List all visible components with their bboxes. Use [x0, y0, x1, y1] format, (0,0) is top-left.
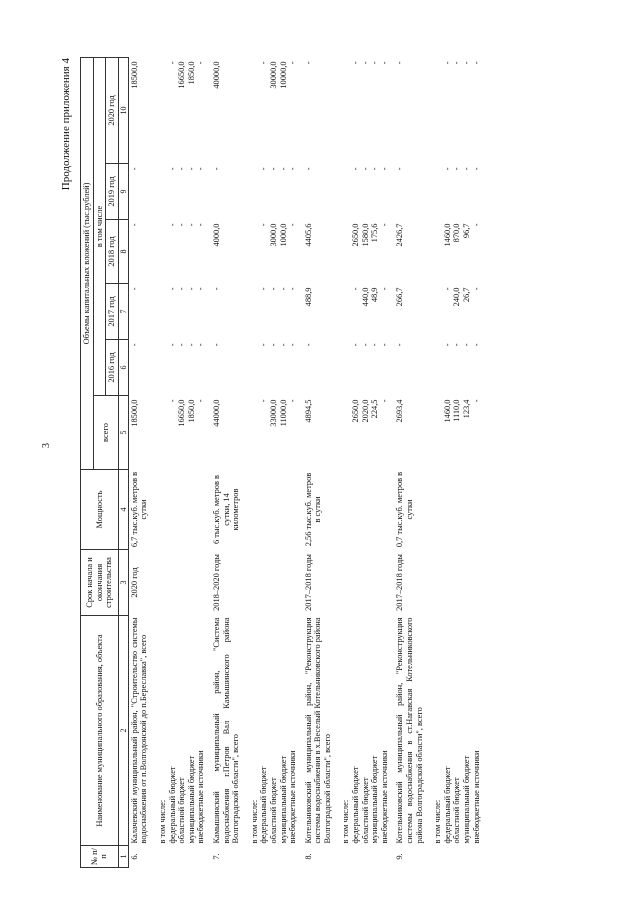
table-row: [303, 57, 334, 867]
object-name: Калачевский муниципальный район, "Строительство системы водоснабжения от п.Волгодонской до п.Береславка", всего: [129, 617, 149, 844]
value-y2018: -: [129, 223, 139, 227]
value-y2020: -: [303, 61, 313, 65]
gap-cell: [482, 616, 486, 846]
sub-value: 1850,0: [186, 399, 196, 423]
sub-value: 2020,0: [360, 399, 370, 423]
funding-label-ext: внебюджетные источники: [288, 750, 298, 844]
sub-value: -: [471, 287, 481, 291]
sub-value: -: [379, 223, 389, 227]
sub-value: -: [442, 61, 452, 65]
header-2018: 2018 год: [106, 220, 119, 284]
sub-value: 1580,0: [360, 223, 370, 247]
sub-value: -: [196, 287, 206, 291]
header-invest: Объемы капитальных вложений (тыс.рублей): [81, 57, 94, 469]
sub-value: -: [177, 167, 187, 171]
value-y2017: 488,9: [303, 287, 313, 307]
incl-label: в том числе:: [341, 799, 351, 844]
sub-value: -: [471, 61, 481, 65]
gap-cell: [482, 470, 486, 550]
sub-value: -: [360, 61, 370, 65]
value-y2018: 4405,6: [303, 223, 313, 247]
sub-value: 870,0: [452, 223, 462, 243]
sub-values-y2016: [242, 340, 299, 396]
sub-values-total: [425, 396, 482, 470]
sub-value: -: [379, 61, 389, 65]
sub-value: -: [259, 167, 269, 171]
sub-value: -: [278, 167, 288, 171]
sub-values-y2020: [150, 57, 207, 163]
empty-cell: [425, 550, 482, 616]
sub-value: -: [259, 223, 269, 227]
col-number: 6: [118, 340, 128, 396]
col-number: 2: [118, 616, 128, 846]
empty-cell: [242, 550, 299, 616]
sub-values-y2020: [242, 57, 299, 163]
value-y2019: -: [395, 167, 405, 171]
page-number: 3: [41, 443, 52, 448]
header-2017: 2017 год: [106, 284, 119, 340]
sub-value: -: [360, 167, 370, 171]
value-y2019: -: [303, 167, 313, 171]
incl-label: в том числе:: [433, 799, 443, 844]
sub-values-y2016: [333, 340, 390, 396]
incl-label: в том числе:: [157, 799, 167, 844]
sub-values-y2017: [242, 284, 299, 340]
gap-cell: [482, 164, 486, 220]
sub-value: -: [167, 61, 177, 65]
sub-value: -: [259, 399, 269, 403]
row-number: 9.: [395, 853, 405, 860]
header-incl: в том числе: [93, 57, 106, 395]
sub-value: -: [442, 287, 452, 291]
sub-value: 33000,0: [268, 399, 278, 427]
sub-value: -: [370, 167, 380, 171]
sub-values-y2019: [333, 164, 390, 220]
sub-value: -: [167, 343, 177, 347]
sub-value: -: [167, 223, 177, 227]
capacity: 6 тыс.куб. метров в сутки, 14 километров: [211, 475, 241, 545]
empty-cell: [242, 470, 299, 550]
sub-value: -: [462, 61, 471, 65]
sub-value: -: [288, 399, 298, 403]
sub-value: -: [471, 399, 481, 403]
sub-value: 3000,0: [268, 223, 278, 247]
col-number: 8: [118, 220, 128, 284]
sub-value: -: [351, 343, 361, 347]
value-total: 2693,4: [395, 399, 405, 423]
sub-value: -: [471, 167, 481, 171]
value-y2016: -: [129, 343, 139, 347]
table-subrow: [425, 57, 482, 867]
header-2019: 2019 год: [106, 164, 119, 220]
sub-value: -: [259, 287, 269, 291]
sub-value: 48,9: [370, 287, 380, 303]
sub-value: -: [462, 343, 471, 347]
sub-value: -: [288, 287, 298, 291]
sub-value: 440,0: [360, 287, 370, 307]
sub-value: 10000,0: [278, 61, 288, 89]
sub-value: -: [196, 343, 206, 347]
sub-value: -: [452, 61, 462, 65]
funding-label-fed: федеральный бюджет: [259, 766, 269, 844]
sub-value: 1110,0: [452, 399, 462, 422]
empty-cell: [333, 470, 390, 550]
sub-value: -: [278, 343, 288, 347]
sub-value: -: [177, 343, 187, 347]
gap-cell: [482, 340, 486, 396]
sub-value: 1460,0: [442, 399, 452, 423]
col-number: 1: [118, 846, 128, 868]
funding-label-mun: муниципальный бюджет: [370, 755, 380, 844]
funding-label-mun: муниципальный бюджет: [462, 755, 471, 844]
gap-cell: [482, 396, 486, 470]
object-name: Котельниковский муниципальный район, "Реконструкция системы водоснабжения в х.Веселый Котельниковского района Волгоградской области", всего: [303, 617, 332, 844]
value-y2018: 2426,7: [395, 223, 405, 247]
empty-cell: [425, 470, 482, 550]
sub-value: -: [196, 399, 206, 403]
sub-value: 1850,0: [186, 61, 196, 85]
table-subrow: [150, 57, 207, 867]
row-gap: [482, 57, 486, 867]
value-y2019: -: [211, 167, 221, 171]
sub-value: -: [471, 223, 481, 227]
sub-values-total: [150, 396, 207, 470]
funding-label-fed: федеральный бюджет: [351, 766, 361, 844]
funding-label-reg: областной бюджет: [177, 777, 187, 844]
col-number: 7: [118, 284, 128, 340]
capacity: 0,7 тыс.куб. метров в сутки: [395, 471, 415, 548]
construction-term: 2017–2018 годы: [303, 554, 313, 611]
sub-value: -: [167, 287, 177, 291]
sub-value: 96,7: [462, 223, 471, 239]
sub-value: -: [177, 287, 187, 291]
sub-value: -: [288, 61, 298, 65]
value-y2017: -: [211, 287, 221, 291]
value-total: 44000,0: [211, 399, 221, 427]
sub-value: 1000,0: [278, 223, 288, 247]
funding-label-reg: областной бюджет: [360, 777, 370, 844]
capacity: 2,56 тыс.куб. метров в сутки: [303, 472, 323, 547]
value-total: 18500,0: [129, 399, 139, 427]
sub-value: -: [452, 167, 462, 171]
col-number: 3: [118, 550, 128, 616]
funding-label-reg: областной бюджет: [268, 777, 278, 844]
sub-value: -: [351, 287, 361, 291]
funding-labels: [150, 616, 207, 846]
empty-cell: [242, 846, 299, 868]
sub-values-total: [242, 396, 299, 470]
sub-value: 2650,0: [351, 223, 361, 247]
sub-value: -: [379, 287, 389, 291]
funding-labels: [333, 616, 390, 846]
gap-cell: [482, 57, 486, 163]
funding-label-fed: федеральный бюджет: [167, 766, 177, 844]
sub-value: -: [360, 343, 370, 347]
sub-values-y2017: [425, 284, 482, 340]
sub-value: -: [442, 343, 452, 347]
sub-value: 26,7: [462, 287, 471, 303]
continuation-title: Продолжение приложения 4: [60, 58, 72, 191]
col-number: 10: [118, 57, 128, 163]
sub-value: -: [351, 61, 361, 65]
gap-cell: [482, 550, 486, 616]
sub-value: -: [379, 343, 389, 347]
sub-value: -: [186, 223, 196, 227]
funding-labels: [425, 616, 482, 846]
construction-term: 2020 год: [129, 567, 139, 598]
value-y2019: -: [129, 167, 139, 171]
sub-value: -: [288, 343, 298, 347]
gap-cell: [482, 846, 486, 868]
sub-value: -: [452, 343, 462, 347]
sub-values-y2020: [333, 57, 390, 163]
sub-values-y2019: [150, 164, 207, 220]
row-number: 6.: [129, 853, 139, 860]
sub-value: -: [462, 167, 471, 171]
sub-values-y2018: [150, 220, 207, 284]
sub-values-y2018: [425, 220, 482, 284]
sub-values-y2018: [242, 220, 299, 284]
rotated-page: [60, 58, 580, 868]
sub-value: 175,6: [370, 223, 380, 243]
sub-value: -: [186, 343, 196, 347]
construction-term: 2017–2018 годы: [395, 554, 405, 611]
sub-value: -: [186, 167, 196, 171]
funding-label-ext: внебюджетные источники: [379, 750, 389, 844]
sub-value: -: [379, 399, 389, 403]
value-y2020: 40000,0: [211, 61, 221, 89]
value-total: 4894,5: [303, 399, 313, 423]
col-number: 4: [118, 470, 128, 550]
incl-label: в том числе:: [249, 799, 259, 844]
sub-value: -: [278, 287, 288, 291]
funding-label-ext: внебюджетные источники: [471, 750, 481, 844]
funding-label-mun: муниципальный бюджет: [278, 755, 288, 844]
sub-value: -: [268, 343, 278, 347]
sub-value: -: [177, 223, 187, 227]
funding-label-reg: областной бюджет: [452, 777, 462, 844]
sub-value: 123,4: [462, 399, 471, 419]
sub-value: 16650,0: [177, 61, 187, 89]
sub-value: -: [268, 287, 278, 291]
sub-value: -: [442, 167, 452, 171]
sub-value: -: [370, 61, 380, 65]
sub-value: -: [186, 287, 196, 291]
sub-values-y2020: [425, 57, 482, 163]
empty-cell: [150, 470, 207, 550]
funding-labels: [242, 616, 299, 846]
funding-label-mun: муниципальный бюджет: [186, 755, 196, 844]
sub-values-y2017: [333, 284, 390, 340]
investment-table: [80, 57, 486, 868]
table-body: [128, 57, 486, 867]
sub-value: 30000,0: [268, 61, 278, 89]
object-name: Камышинский муниципальный район, "Система водоснабжения г.Петров Вал Камышинского района Волгоградской области", всего: [211, 617, 241, 844]
header-term: Срок начала и окончания строительства: [81, 550, 119, 616]
object-name: Котельниковский муниципальный район, "Реконструкция системы водоснабжения в ст.Нагавская Котельниковского района Волгоградской области", всего: [395, 617, 424, 844]
sub-value: 224,5: [370, 399, 380, 419]
sub-values-y2018: [333, 220, 390, 284]
header-num: № п/п: [81, 846, 119, 868]
row-number: 7.: [211, 853, 221, 860]
value-y2016: -: [303, 343, 313, 347]
column-number-row: [118, 57, 128, 867]
empty-cell: [425, 846, 482, 868]
value-y2016: -: [211, 343, 221, 347]
sub-value: -: [259, 61, 269, 65]
header-2020: 2020 год: [106, 57, 119, 163]
empty-cell: [150, 846, 207, 868]
header-power: Мощность: [81, 470, 119, 550]
sub-values-y2019: [425, 164, 482, 220]
sub-value: -: [167, 167, 177, 171]
value-y2018: 4000,0: [211, 223, 221, 247]
sub-value: -: [196, 223, 206, 227]
sub-value: 240,0: [452, 287, 462, 307]
funding-label-ext: внебюджетные источники: [196, 750, 206, 844]
sub-value: 11000,0: [278, 399, 288, 427]
sub-value: 2650,0: [351, 399, 361, 423]
sub-value: -: [268, 167, 278, 171]
empty-cell: [333, 550, 390, 616]
header-2016: 2016 год: [106, 340, 119, 396]
sub-value: 1460,0: [442, 223, 452, 247]
table-subrow: [242, 57, 299, 867]
table-row: [128, 57, 150, 867]
sub-value: -: [288, 223, 298, 227]
gap-cell: [482, 284, 486, 340]
value-y2017: 266,7: [395, 287, 405, 307]
funding-label-fed: федеральный бюджет: [442, 766, 452, 844]
sub-value: -: [379, 167, 389, 171]
table-row: [211, 57, 242, 867]
header-total: всего: [93, 396, 118, 470]
capacity: 6,7 тыс.куб. метров в сутки: [129, 471, 149, 548]
table-row: [394, 57, 425, 867]
sub-values-total: [333, 396, 390, 470]
gap-cell: [482, 220, 486, 284]
value-y2016: -: [395, 343, 405, 347]
table-subrow: [333, 57, 390, 867]
value-y2020: -: [395, 61, 405, 65]
sub-value: -: [288, 167, 298, 171]
sub-value: -: [370, 343, 380, 347]
col-number: 9: [118, 164, 128, 220]
sub-values-y2016: [150, 340, 207, 396]
sub-value: -: [196, 61, 206, 65]
empty-cell: [150, 550, 207, 616]
value-y2020: 18500,0: [129, 61, 139, 89]
sub-value: -: [351, 167, 361, 171]
row-number: 8.: [303, 853, 313, 860]
empty-cell: [333, 846, 390, 868]
col-number: 5: [118, 396, 128, 470]
construction-term: 2018–2020 годы: [211, 554, 221, 611]
sub-value: -: [259, 343, 269, 347]
sub-values-y2017: [150, 284, 207, 340]
sub-value: 16650,0: [177, 399, 187, 427]
sub-values-y2019: [242, 164, 299, 220]
header-name: Наименование муниципального образования, объекта: [81, 616, 119, 846]
sub-values-y2016: [425, 340, 482, 396]
sub-value: -: [167, 399, 177, 403]
sub-value: -: [196, 167, 206, 171]
sub-value: -: [471, 343, 481, 347]
value-y2017: -: [129, 287, 139, 291]
